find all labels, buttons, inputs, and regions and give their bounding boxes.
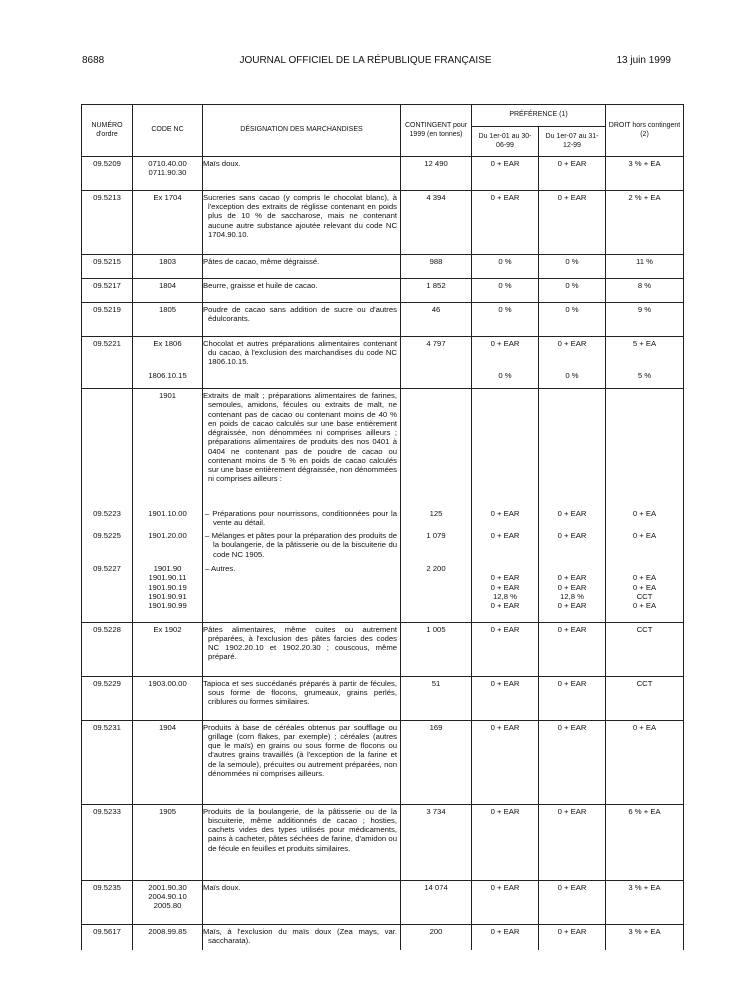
droit-cell: 8 %: [606, 279, 684, 303]
contingent-cell: [401, 369, 472, 389]
pref-2-cell: 0 + EAR: [539, 720, 606, 804]
contingent-cell: 1 852: [401, 279, 472, 303]
numero-cell: [82, 389, 133, 507]
table-row: [82, 880, 684, 924]
code-line: 1901.90.91: [148, 591, 187, 601]
col-header-droit: DROIT hors contingent (2): [606, 105, 684, 157]
droit-cell: 0 + EA: [606, 529, 684, 562]
code-cell: 1901: [133, 389, 203, 507]
pref-2-line: 0 + EAR: [557, 601, 587, 611]
numero-cell: 09.5617: [82, 924, 133, 950]
table-row: [82, 529, 684, 562]
designation-cell: Maïs, à l'exclusion du maïs doux (Zea mays, var. saccharata).: [203, 924, 401, 950]
contingent-cell: 2 200: [401, 562, 472, 622]
pref-1-cell: 0 %: [472, 279, 539, 303]
numero-cell: 09.5233: [82, 804, 133, 880]
pref-2-cell: 0 %: [539, 369, 606, 389]
pref-2-cell: 0 + EAR: [539, 507, 606, 529]
droit-cell: CCT: [606, 676, 684, 720]
pref-1-line: 0 + EAR: [490, 582, 520, 592]
numero-cell: 09.5219: [82, 303, 133, 337]
pref-1-cell: 0 + EAR: [472, 191, 539, 255]
contingent-cell: 3 734: [401, 804, 472, 880]
pref-2-cell: [539, 562, 606, 622]
pref-2-cell: 0 + EAR: [539, 191, 606, 255]
table-row: [82, 562, 684, 622]
pref-2-cell: [539, 389, 606, 507]
designation-cell: Maïs doux.: [203, 157, 401, 191]
code-cell: Ex 1806: [133, 337, 203, 369]
table-row: [82, 255, 684, 279]
pref-2-cell: 0 + EAR: [539, 804, 606, 880]
designation-cell: Poudre de cacao sans addition de sucre ou d'autres édulcorants.: [203, 303, 401, 337]
numero-cell: 09.5223: [82, 507, 133, 529]
pref-1-cell: [472, 389, 539, 507]
contingent-cell: 4 394: [401, 191, 472, 255]
code-cell: 1905: [133, 804, 203, 880]
pref-1-cell: [472, 562, 539, 622]
pref-1-cell: 0 + EAR: [472, 676, 539, 720]
droit-line: 0 + EA: [632, 582, 657, 592]
code-cell: [133, 562, 203, 622]
contingent-cell: [401, 389, 472, 507]
droit-cell: 5 %: [606, 369, 684, 389]
numero-cell: 09.5217: [82, 279, 133, 303]
table-row: [82, 507, 684, 529]
droit-cell: 11 %: [606, 255, 684, 279]
droit-cell: 0 + EA: [606, 720, 684, 804]
table-row: [82, 389, 684, 507]
pref-2-line: 0 + EAR: [557, 582, 587, 592]
designation-cell: [203, 369, 401, 389]
table-row: [82, 804, 684, 880]
table-row: [82, 622, 684, 676]
designation-cell: Sucreries sans cacao (y compris le chocolat blanc), à l'exception des extraits de réglisse contenant en poids plus de 10 % de saccharose, mais ne contenant aucune autre substance ajoutée relevant du code NC 1704.90.10.: [203, 191, 401, 255]
contingent-cell: 14 074: [401, 880, 472, 924]
page-number: 8688: [82, 55, 105, 66]
table-row: [82, 924, 684, 950]
contingent-cell: 12 490: [401, 157, 472, 191]
col-header-designation: DÉSIGNATION DES MARCHANDISES: [203, 105, 401, 157]
pref-2-cell: 0 + EAR: [539, 924, 606, 950]
code-cell: 1805: [133, 303, 203, 337]
pref-2-cell: 0 + EAR: [539, 622, 606, 676]
designation-cell: Produits à base de céréales obtenus par soufflage ou grillage (corn flakes, par exemple) ; céréales (autres que le maïs) en grains ou sous forme de flocons ou d'autres grains travaillés (à l'exception de la farine et de la semoule), précuites ou autrement préparées, non dénommées ni comprises ailleurs.: [203, 720, 401, 804]
col-header-contingent: CONTINGENT pour 1999 (en tonnes): [401, 105, 472, 157]
designation-cell: Pâtes alimentaires, même cuites ou autrement préparées, à l'exclusion des pâtes farcies des codes NC 1902.20.10 et 1902.20.30 ; couscous, même préparé.: [203, 622, 401, 676]
droit-cell: 3 % + EA: [606, 157, 684, 191]
table-row: [82, 720, 684, 804]
droit-line: CCT: [636, 591, 653, 601]
numero-cell: 09.5225: [82, 529, 133, 562]
col-header-code: CODE NC: [133, 105, 203, 157]
col-header-preference: PRÉFÉRENCE (1): [472, 105, 606, 127]
numero-cell: 09.5215: [82, 255, 133, 279]
code-cell: [133, 880, 203, 924]
pref-2-cell: 0 %: [539, 279, 606, 303]
table-row: [82, 157, 684, 191]
code-line: 2001.90.30: [148, 882, 187, 892]
pref-1-cell: 0 + EAR: [472, 804, 539, 880]
table-row: [82, 676, 684, 720]
code-line: 1901.90.19: [148, 582, 187, 592]
pref-2-cell: 0 %: [539, 303, 606, 337]
pref-2-line: 0 + EAR: [557, 573, 587, 583]
code-cell: 1804: [133, 279, 203, 303]
numero-cell: 09.5209: [82, 157, 133, 191]
code-cell: Ex 1704: [133, 191, 203, 255]
numero-cell: 09.5227: [82, 562, 133, 622]
numero-cell: 09.5235: [82, 880, 133, 924]
designation-cell: Extraits de malt ; préparations alimentaires de farines, semoules, amidons, fécules ou extraits de malt, ne contenant pas de cacao ou contenant moins de 40 % en poids de cacao calculés sur une base entièrement dégraissée, non dénommées ni comprises ailleurs ; préparations alimentaires de produits des nos 0401 à 0404 ne contenant pas de poudre de cacao ou contenant moins de 5 % en poids de cacao calculés sur une base entièrement dégraissée, non dénommées ni comprises ailleurs :: [203, 389, 401, 507]
pref-1-cell: 0 + EAR: [472, 924, 539, 950]
droit-cell: 9 %: [606, 303, 684, 337]
designation-cell: Tapioca et ses succédanés préparés à partir de fécules, sous forme de flocons, grumeaux, grains perlés, criblures ou formes similaires.: [203, 676, 401, 720]
droit-cell: 6 % + EA: [606, 804, 684, 880]
contingent-cell: 51: [401, 676, 472, 720]
table-row: [82, 279, 684, 303]
contingent-cell: 4 797: [401, 337, 472, 369]
designation-cell: – Préparations pour nourrissons, conditionnées pour la vente au détail.: [203, 507, 401, 529]
numero-cell: 09.5229: [82, 676, 133, 720]
code-cell: 1904: [133, 720, 203, 804]
droit-cell: 2 % + EA: [606, 191, 684, 255]
code-line: 1901.90.11: [148, 573, 187, 583]
journal-title: JOURNAL OFFICIEL DE LA RÉPUBLIQUE FRANÇAISE: [239, 55, 492, 66]
pref-1-line: 0 + EAR: [490, 573, 520, 583]
designation-cell: – Autres.: [203, 562, 401, 622]
contingent-cell: 125: [401, 507, 472, 529]
numero-cell: 09.5213: [82, 191, 133, 255]
droit-cell: [606, 389, 684, 507]
table-row: [82, 369, 684, 389]
designation-cell: – Mélanges et pâtes pour la préparation des produits de la boulangerie, de la pâtisserie ou de la biscuiterie du code NC 1905.: [203, 529, 401, 562]
contingent-cell: 988: [401, 255, 472, 279]
code-cell: Ex 1902: [133, 622, 203, 676]
contingent-cell: 1 079: [401, 529, 472, 562]
designation-cell: Beurre, graisse et huile de cacao.: [203, 279, 401, 303]
col-header-pref-2: Du 1er-07 au 31-12-99: [539, 127, 606, 157]
contingent-cell: 46: [401, 303, 472, 337]
code-line: 1901.90.99: [148, 601, 187, 611]
droit-cell: 5 + EA: [606, 337, 684, 369]
code-cell: 1901.20.00: [133, 529, 203, 562]
droit-cell: [606, 562, 684, 622]
col-header-pref-1: Du 1er-01 au 30-06-99: [472, 127, 539, 157]
contingent-cell: 169: [401, 720, 472, 804]
pref-1-cell: 0 + EAR: [472, 622, 539, 676]
code-cell: 2008.99.85: [133, 924, 203, 950]
pref-1-line: 12,8 %: [493, 591, 517, 601]
table-row: [82, 191, 684, 255]
contingent-cell: 1 005: [401, 622, 472, 676]
numero-cell: 09.5228: [82, 622, 133, 676]
code-line: 2004.90.10: [148, 891, 187, 901]
pref-1-cell: 0 + EAR: [472, 720, 539, 804]
col-header-numero: NUMÉRO d'ordre: [82, 105, 133, 157]
designation-cell: Chocolat et autres préparations alimentaires contenant du cacao, à l'exclusion des marchandises du code NC 1806.10.15.: [203, 337, 401, 369]
code-cell: 1903.00.00: [133, 676, 203, 720]
pref-1-cell: 0 %: [472, 303, 539, 337]
droit-cell: 3 % + EA: [606, 924, 684, 950]
pref-1-cell: 0 + EAR: [472, 529, 539, 562]
table-row: [82, 337, 684, 369]
pref-2-line: 12,8 %: [560, 591, 584, 601]
code-cell: 1806.10.15: [133, 369, 203, 389]
droit-line: 0 + EA: [632, 601, 657, 611]
droit-line: 0 + EA: [632, 573, 657, 583]
pref-2-cell: 0 %: [539, 255, 606, 279]
pref-1-cell: 0 %: [472, 255, 539, 279]
pref-1-cell: 0 + EAR: [472, 157, 539, 191]
pref-2-cell: 0 + EAR: [539, 529, 606, 562]
code-line: 0710.40.00: [148, 159, 187, 168]
numero-cell: [82, 369, 133, 389]
code-cell: [133, 157, 203, 191]
pref-2-cell: 0 + EAR: [539, 880, 606, 924]
designation-cell: Maïs doux.: [203, 880, 401, 924]
pref-1-line: 0 + EAR: [490, 601, 520, 611]
pref-1-cell: 0 + EAR: [472, 880, 539, 924]
pref-2-cell: 0 + EAR: [539, 676, 606, 720]
designation-cell: Pâtes de cacao, même dégraissé.: [203, 255, 401, 279]
droit-cell: 3 % + EA: [606, 880, 684, 924]
pref-1-cell: 0 + EAR: [472, 507, 539, 529]
numero-cell: 09.5221: [82, 337, 133, 369]
code-line: 1901.90: [153, 564, 182, 574]
code-cell: 1803: [133, 255, 203, 279]
contingent-cell: 200: [401, 924, 472, 950]
code-line: 2005.80: [153, 901, 182, 911]
numero-cell: 09.5231: [82, 720, 133, 804]
table-row: [82, 303, 684, 337]
code-cell: 1901.10.00: [133, 507, 203, 529]
code-line: 0711.90.30: [148, 168, 187, 178]
tariff-quota-table: [81, 104, 684, 950]
pref-1-cell: 0 %: [472, 369, 539, 389]
pref-2-cell: 0 + EAR: [539, 337, 606, 369]
pref-2-cell: 0 + EAR: [539, 157, 606, 191]
publication-date: 13 juin 1999: [616, 55, 671, 66]
pref-1-cell: 0 + EAR: [472, 337, 539, 369]
droit-cell: 0 + EA: [606, 507, 684, 529]
designation-cell: Produits de la boulangerie, de la pâtisserie ou de la biscuiterie, même additionnés de cacao ; hosties, cachets vides des types utilisés pour médicaments, pains à cacheter, pâtes séchées de farine, d'amidon ou de fécule en feuilles et produits similaires.: [203, 804, 401, 880]
droit-cell: CCT: [606, 622, 684, 676]
